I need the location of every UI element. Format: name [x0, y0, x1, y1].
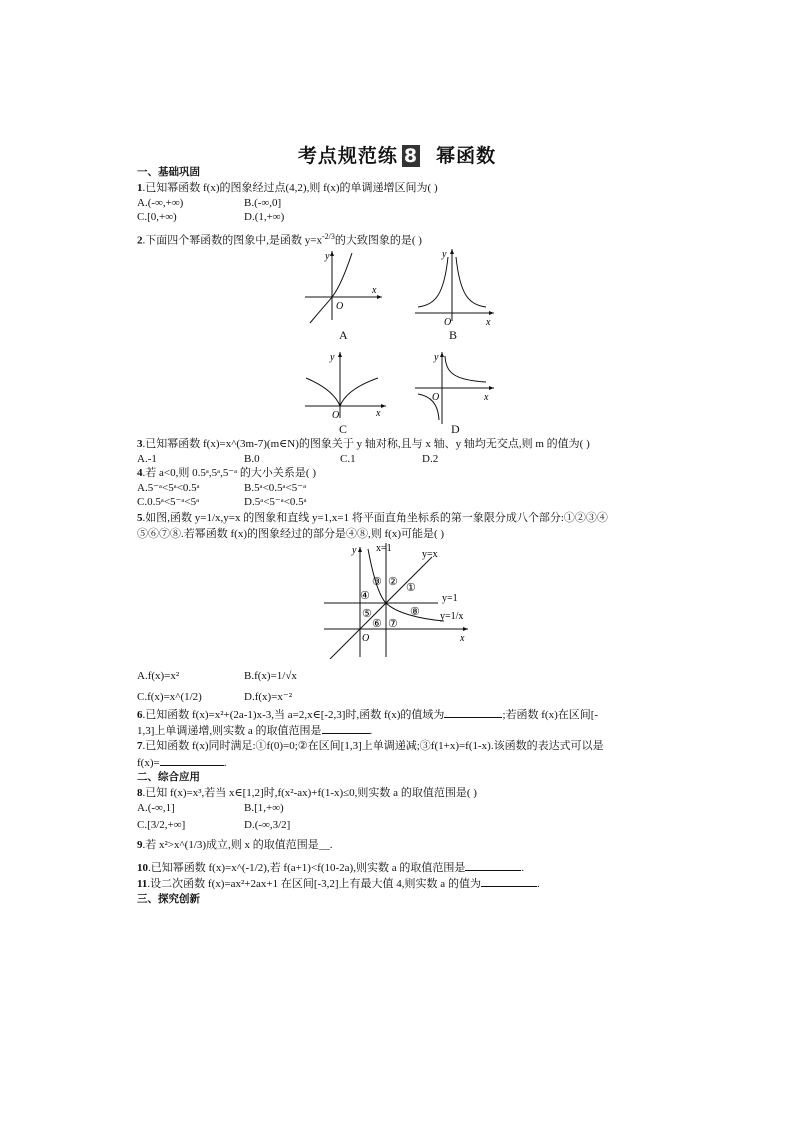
svg-text:O: O — [332, 410, 340, 421]
region-7: ⑦ — [388, 618, 398, 630]
option-a[interactable]: A.-1 — [137, 453, 157, 465]
region-6: ⑥ — [372, 618, 382, 630]
region-4: ④ — [360, 590, 370, 602]
svg-text:O: O — [432, 392, 440, 403]
answer-blank[interactable] — [481, 876, 537, 887]
region-figure — [320, 541, 470, 659]
answer-blank[interactable] — [322, 723, 370, 734]
option-d[interactable]: D.2 — [422, 453, 439, 465]
question-number: 8 — [137, 787, 143, 799]
svg-text:x: x — [376, 408, 381, 419]
svg-text:y: y — [325, 251, 330, 262]
caption-d: D — [451, 422, 460, 436]
fig-y1-label: y=1 — [442, 593, 458, 604]
question-text: .设二次函数 f(x)=ax²+2ax+1 在区间[-3,2]上有最大值 4,则实数 a 的值为 — [147, 878, 481, 890]
region-8: ⑧ — [410, 606, 420, 618]
region-2: ② — [388, 576, 398, 588]
option-a[interactable]: A.(-∞,+∞) — [137, 197, 184, 209]
graph-b — [410, 245, 500, 325]
svg-text:O: O — [444, 317, 452, 325]
question-number: 5 — [137, 512, 143, 524]
question-number: 11 — [137, 878, 148, 890]
question-5-line2: ⑤⑥⑦⑧.若幂函数 f(x)的图象经过的部分是④⑧,则 f(x)可能是( ) — [137, 528, 445, 540]
question-number: 2 — [137, 234, 143, 247]
question-3 — [137, 437, 590, 451]
option-b[interactable]: B.5ᵃ<0.5ᵃ<5⁻ᵃ — [244, 482, 307, 494]
fig-x1-label: x=1 — [376, 543, 392, 554]
question-8 — [137, 786, 477, 800]
svg-text:x: x — [372, 285, 377, 296]
question-number: 1 — [137, 182, 143, 194]
question-1 — [137, 181, 438, 195]
option-c[interactable]: C.[0,+∞) — [137, 211, 177, 223]
fig-yx-label: y=x — [422, 549, 438, 560]
punctuation: . — [536, 878, 540, 890]
title-subject: 幂函数 — [436, 145, 497, 167]
exponent: -2/3 — [321, 232, 335, 241]
graph-d — [410, 348, 500, 428]
question-7 — [137, 739, 604, 753]
caption-b: B — [449, 328, 458, 342]
answer-blank[interactable] — [465, 860, 521, 871]
region-3: ③ — [372, 576, 382, 588]
option-c[interactable]: C.f(x)=x^(1/2) — [137, 691, 202, 703]
option-a[interactable]: A.f(x)=x² — [137, 670, 180, 682]
option-c[interactable]: C.0.5ᵃ<5⁻ᵃ<5ᵃ — [137, 496, 200, 508]
answer-blank[interactable] — [444, 707, 502, 718]
caption-a: A — [339, 328, 348, 342]
option-d[interactable]: D.f(x)=x⁻² — [244, 691, 292, 703]
title-text: 考点规范练 — [297, 145, 398, 167]
question-number: 10 — [137, 862, 148, 874]
question-text: .已知 f(x)=x³,若当 x∈[1,2]时,f(x²-ax)+f(1-x)≤0,则实数 a 的取值范围是( ) — [142, 787, 477, 799]
fig-y-label: y — [352, 545, 357, 556]
question-text: f(x)= — [137, 757, 160, 769]
section-exploration: 三、探究创新 — [137, 893, 200, 905]
fig-origin-label: O — [362, 633, 370, 644]
question-text: .如图,函数 y=1/x,y=x 的图象和直线 y=1,x=1 将平面直角坐标系的第一象限分成八个部分:①②③④ — [142, 512, 608, 524]
svg-text:x: x — [486, 317, 491, 325]
svg-text:y: y — [442, 249, 447, 260]
question-5 — [137, 511, 608, 525]
question-10 — [137, 860, 524, 875]
svg-text:y: y — [330, 352, 335, 363]
question-text: .已知幂函数 f(x)的图象经过点(4,2),则 f(x)的单调递增区间为( ) — [142, 182, 438, 194]
question-text: .下面四个幂函数的图象中,是函数 y=x — [142, 234, 322, 247]
page-title — [0, 141, 794, 168]
section-comprehensive: 二、综合应用 — [137, 771, 200, 783]
option-c[interactable]: C.1 — [340, 453, 356, 465]
option-d[interactable]: D.(-∞,3/2] — [244, 819, 291, 831]
graph-c — [300, 348, 390, 428]
question-7-line2 — [137, 755, 226, 770]
fig-yinv-label: y=1/x — [440, 611, 464, 622]
question-6-line2 — [137, 723, 372, 738]
fig-x-label: x — [460, 633, 465, 644]
question-4 — [137, 466, 316, 480]
question-text: .已知函数 f(x)同时满足:①f(0)=0;②在区间[1,3]上单调递减;③f(1+x)=f(1-x).该函数的表达式可以是 — [142, 740, 604, 752]
question-number: 3 — [137, 438, 143, 450]
question-number: 7 — [137, 740, 143, 752]
option-b[interactable]: B.f(x)=1/√x — [244, 670, 297, 682]
option-b[interactable]: B.[1,+∞) — [244, 802, 284, 814]
svg-text:O: O — [336, 301, 344, 312]
option-b[interactable]: B.0 — [244, 453, 260, 465]
option-d[interactable]: D.(1,+∞) — [244, 211, 285, 223]
option-b[interactable]: B.(-∞,0] — [244, 197, 282, 209]
question-text: .若 a<0,则 0.5ᵃ,5ᵃ,5⁻ᵃ 的大小关系是( ) — [142, 467, 316, 479]
question-number: 9 — [137, 839, 143, 851]
punctuation: . — [223, 757, 227, 769]
question-text: .已知函数 f(x)=x²+(2a-1)x-3,当 a=2,x∈[-2,3]时,函数 f(x)的值域为 — [142, 709, 445, 721]
question-text-cont: 的大致图象的是( ) — [334, 234, 422, 247]
question-number: 4 — [137, 467, 143, 479]
question-text-cont: ;若函数 f(x)在区间[- — [502, 709, 599, 721]
svg-text:x: x — [484, 392, 489, 403]
question-number: 6 — [137, 709, 143, 721]
question-text: 1,3]上单调递增,则实数 a 的取值范围是 — [137, 725, 322, 737]
caption-c: C — [339, 422, 348, 436]
question-9 — [137, 838, 333, 852]
punctuation: . — [369, 725, 373, 737]
question-text: .已知幂函数 f(x)=x^(3m-7)(m∈N)的图象关于 y 轴对称,且与 x 轴、y 轴均无交点,则 m 的值为( ) — [142, 438, 590, 450]
graph-a — [300, 245, 390, 325]
question-6 — [137, 707, 598, 722]
option-a[interactable]: A.(-∞,1] — [137, 802, 175, 814]
question-11 — [137, 876, 540, 891]
question-text: .若 x²>x^(1/3)成立,则 x 的取值范围是__. — [142, 839, 333, 851]
svg-text:y: y — [434, 352, 439, 363]
question-text: .已知幂函数 f(x)=x^(-1/2),若 f(a+1)<f(10-2a),则实数 a 的取值范围是 — [148, 862, 466, 874]
title-number: 8 — [403, 145, 419, 167]
punctuation: . — [521, 862, 525, 874]
section-basic: 一、基础巩固 — [137, 166, 200, 178]
region-1: ① — [406, 582, 416, 594]
region-5: ⑤ — [362, 608, 372, 620]
option-c[interactable]: C.[3/2,+∞] — [137, 819, 186, 831]
option-a[interactable]: A.5⁻ᵃ<5ᵃ<0.5ᵃ — [137, 482, 200, 494]
answer-blank[interactable] — [160, 755, 224, 766]
option-d[interactable]: D.5ᵃ<5⁻ᵃ<0.5ᵃ — [244, 496, 307, 508]
